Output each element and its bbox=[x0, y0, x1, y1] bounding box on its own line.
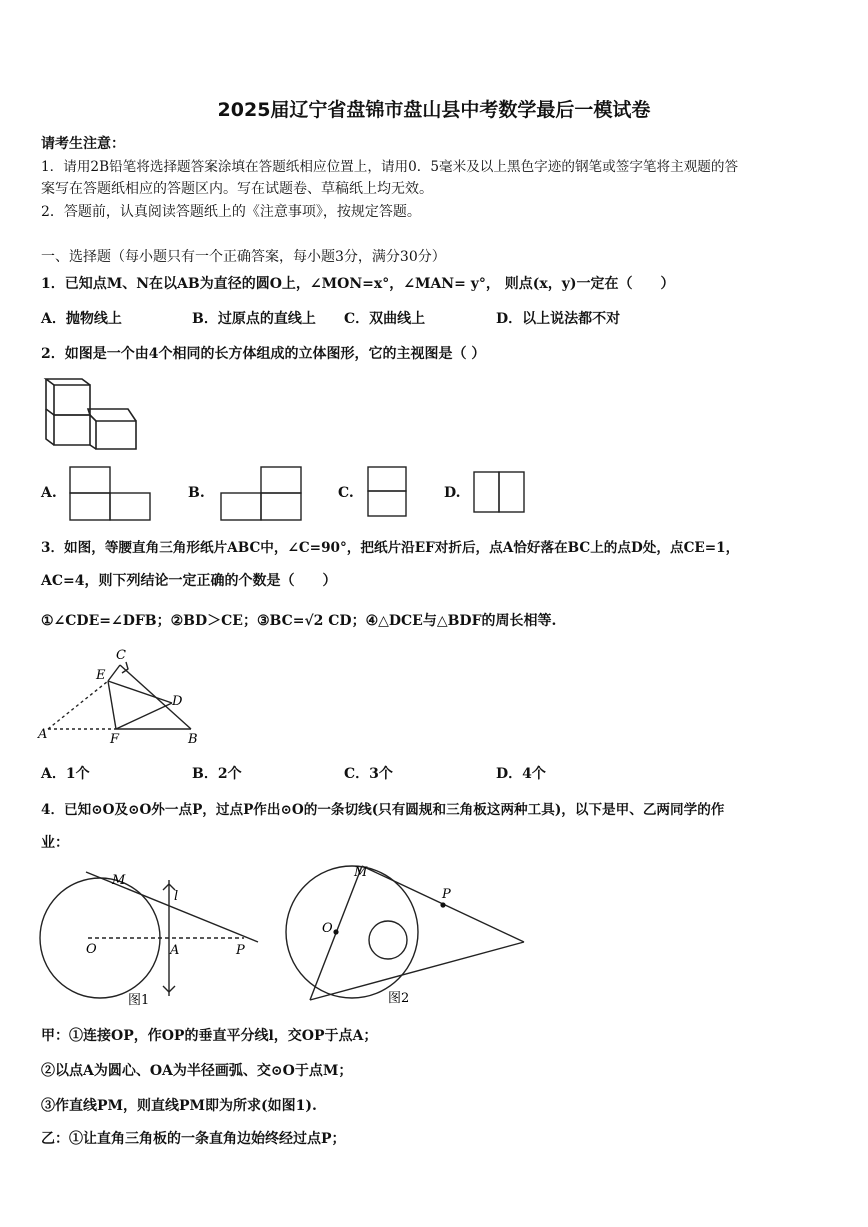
jia-step-1: 甲：①连接OP，作OP的垂直平分线l，交OP于点A； bbox=[41, 1028, 378, 1044]
question-2-solid-figure bbox=[40, 375, 145, 455]
fig2-center-dot bbox=[333, 929, 338, 934]
question-4-stem-line-2: 业： bbox=[41, 835, 69, 851]
question-3-conditions: ①∠CDE=∠DFB；②BD＞CE；③BC=√2 CD；④△DCE与△BDF的周长相等. bbox=[41, 613, 557, 629]
question-4-stem-line-1: 4．已知⊙O及⊙O外一点P，过点P作出⊙O的一条切线(只有圆规和三角板这两种工具)，以下是甲、乙两同学的作 bbox=[41, 802, 725, 818]
fig2-label-o: O bbox=[322, 921, 333, 936]
yi-step-1: 乙：①让直角三角板的一条直角边始终经过点P； bbox=[41, 1131, 346, 1147]
question-4-figure-1 bbox=[36, 864, 266, 1009]
point-label-e: E bbox=[96, 668, 106, 683]
point-label-f: F bbox=[110, 732, 120, 747]
question-2-option-d-figure bbox=[472, 471, 528, 515]
fig1-label-l: l bbox=[174, 889, 179, 904]
question-2-option-b-figure bbox=[219, 466, 305, 522]
question-1-option-d: D．以上说法都不对 bbox=[496, 311, 621, 327]
question-2-option-c-label: C. bbox=[338, 485, 354, 501]
fig1-label-a: A bbox=[170, 943, 180, 958]
question-3-stem-line-1: 3．如图，等腰直角三角形纸片ABC中，∠C=90°，把纸片沿EF对折后，点A恰好落在BC上的点D处，点CE=1， bbox=[41, 540, 740, 556]
question-1-stem: 1．已知点M、N在以AB为直径的圆O上，∠MON=x°，∠MAN= y°， 则点(x，y)一定在（ ） bbox=[41, 276, 675, 292]
question-3-option-b: B．2个 bbox=[192, 766, 242, 782]
question-3-stem-line-2: AC=4，则下列结论一定正确的个数是（ ） bbox=[41, 573, 337, 589]
notice-line-1: 1．请用2B铅笔将选择题答案涂填在答题纸相应位置上，请用0．5毫米及以上黑色字迹的钢笔或签字笔将主观题的答 bbox=[41, 159, 739, 175]
question-3-option-a: A．1个 bbox=[41, 766, 90, 782]
question-4-figure-2 bbox=[280, 860, 530, 1010]
question-3-triangle-figure bbox=[36, 645, 206, 745]
question-1-option-c: C．双曲线上 bbox=[344, 311, 426, 327]
fig2-label-p: P bbox=[442, 887, 451, 902]
question-1-option-a: A．抛物线上 bbox=[41, 311, 122, 327]
fig1-label-o: O bbox=[86, 942, 97, 957]
question-2-option-a-figure bbox=[68, 466, 154, 522]
fig2-label-m: M bbox=[354, 865, 368, 880]
point-label-c: C bbox=[116, 648, 126, 663]
question-2-option-c-figure bbox=[366, 466, 410, 518]
fig2-point-p-dot bbox=[440, 902, 445, 907]
jia-step-2: ②以点A为圆心、OA为半径画弧、交⊙O于点M； bbox=[41, 1063, 353, 1079]
question-2-option-b-label: B. bbox=[188, 485, 205, 501]
question-2-stem: 2．如图是一个由4个相同的长方体组成的立体图形，它的主视图是（ ） bbox=[41, 346, 486, 362]
notice-heading: 请考生注意： bbox=[41, 136, 125, 152]
notice-line-3: 2．答题前，认真阅读答题纸上的《注意事项》，按规定答题。 bbox=[41, 204, 421, 220]
point-label-b: B bbox=[188, 732, 198, 747]
notice-line-2: 案写在答题纸相应的答题区内。写在试题卷、草稿纸上均无效。 bbox=[41, 181, 433, 197]
question-2-option-a-label: A. bbox=[41, 485, 57, 501]
jia-step-3: ③作直线PM，则直线PM即为所求(如图1). bbox=[41, 1098, 317, 1114]
point-label-d: D bbox=[172, 694, 183, 709]
question-3-option-d: D．4个 bbox=[496, 766, 546, 782]
fig2-caption: 图2 bbox=[388, 991, 410, 1006]
section-heading: 一、选择题（每小题只有一个正确答案，每小题3分，满分30分） bbox=[41, 249, 446, 265]
question-1-option-b: B．过原点的直线上 bbox=[192, 311, 316, 327]
fig1-label-m: M bbox=[112, 873, 126, 888]
page-title: 2025届辽宁省盘锦市盘山县中考数学最后一模试卷 bbox=[217, 99, 651, 121]
fig1-caption: 图1 bbox=[128, 993, 150, 1008]
point-label-a: A bbox=[38, 727, 48, 742]
question-3-option-c: C．3个 bbox=[344, 766, 393, 782]
question-2-option-d-label: D. bbox=[444, 485, 461, 501]
fig1-label-p: P bbox=[236, 943, 245, 958]
